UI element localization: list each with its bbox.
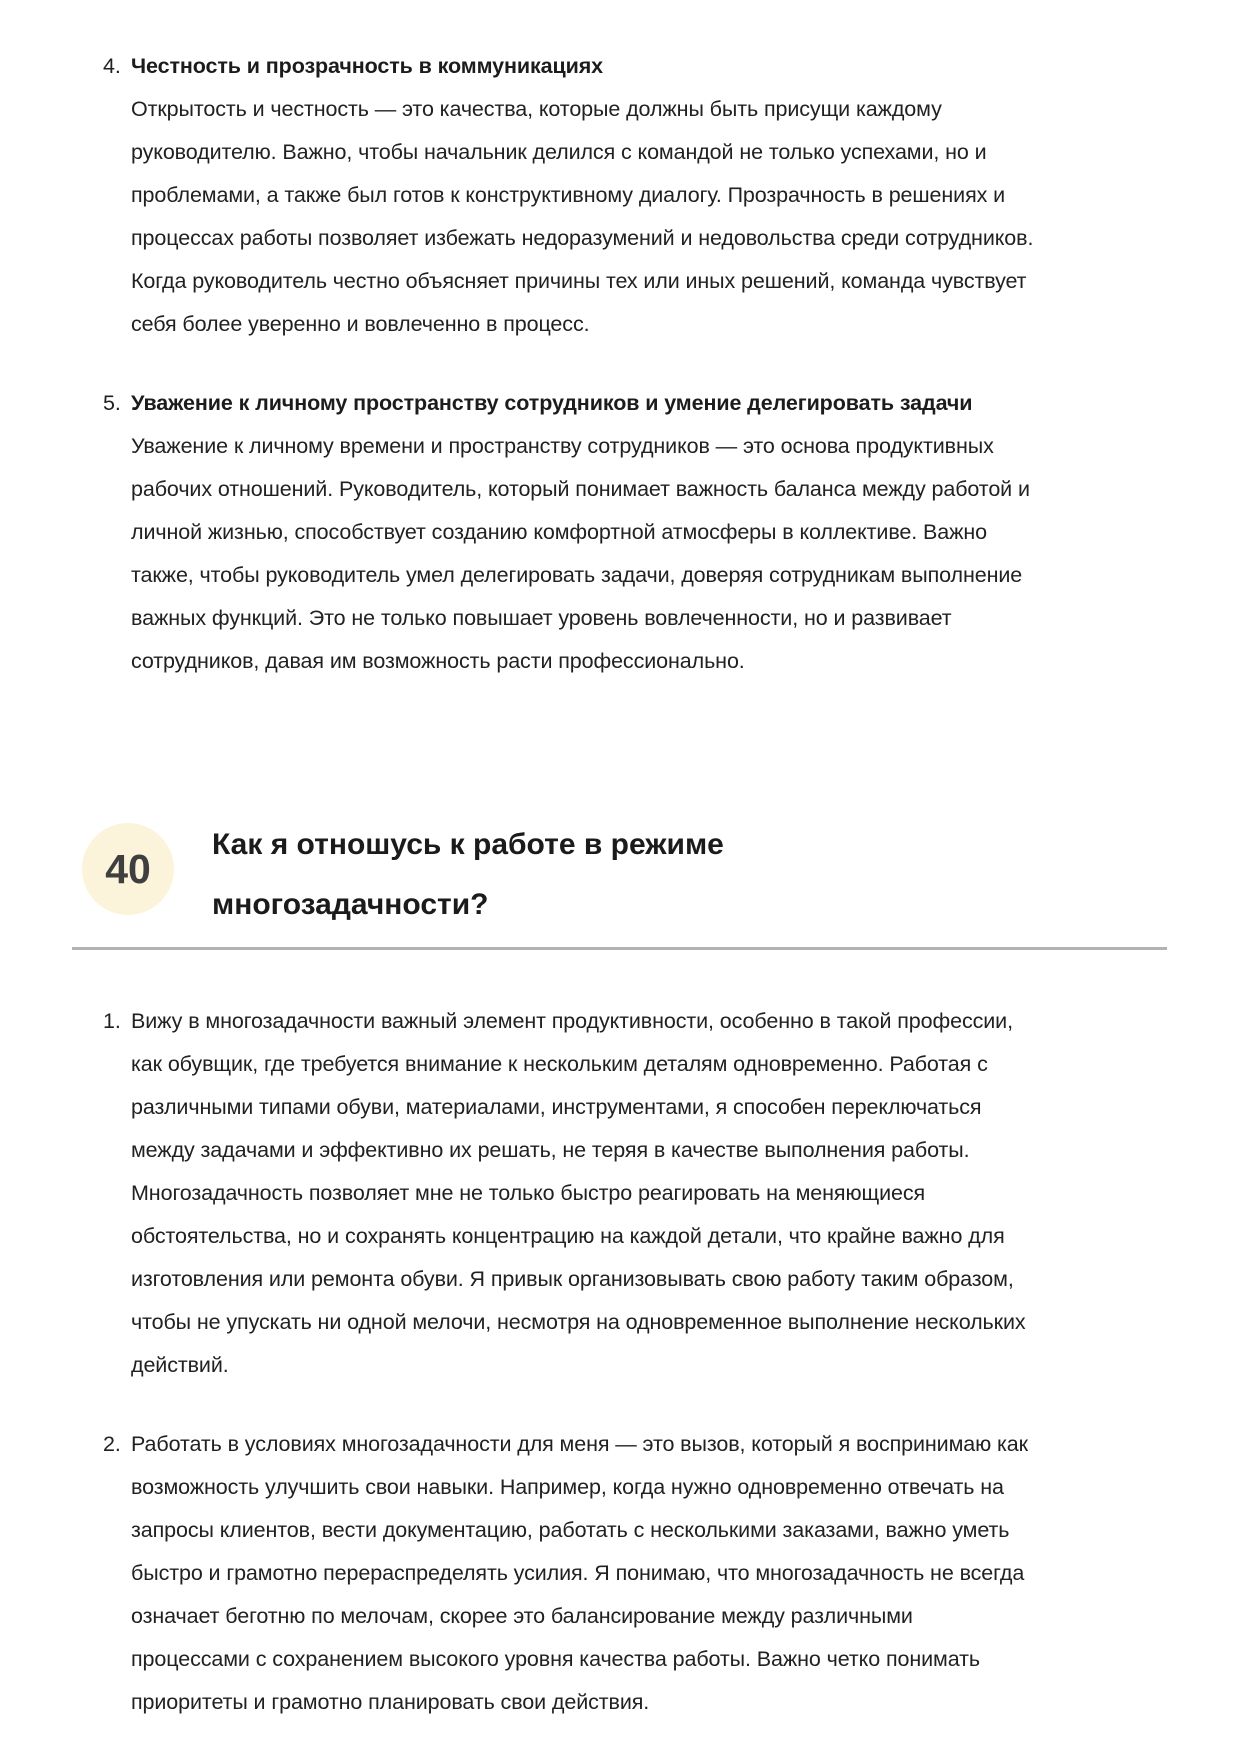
- numbered-list-bottom: [72, 1000, 1167, 1724]
- list-item-title: Уважение к личному пространству сотрудников и умение делегировать задачи: [131, 391, 973, 415]
- section-divider: [72, 947, 1167, 950]
- question-number-badge: 40: [82, 823, 174, 915]
- list-item-body: Вижу в многозадачности важный элемент продуктивности, особенно в такой профессии, как обувщик, где требуется внимание к нескольким деталям одновременно. Работая с различными типами обуви, материалами, инструментами, я способен переключаться между задачами и эффективно их решать, не теряя в качестве выполнения работы. Многозадачность позволяет мне не только быстро реагировать на меняющиеся обстоятельства, но и сохранять концентрацию на каждой детали, что крайне важно для изготовления или ремонта обуви. Я привык организовывать свою работу таким образом, чтобы не упускать ни одной мелочи, несмотря на одновременное выполнение нескольких действий.: [131, 1009, 1026, 1377]
- list-item-body: Работать в условиях многозадачности для меня — это вызов, который я воспринимаю как возможность улучшить свои навыки. Например, когда нужно одновременно отвечать на запросы клиентов, вести документацию, работать с несколькими заказами, важно уметь быстро и грамотно перераспределять усилия. Я понимаю, что многозадачность не всегда означает беготню по мелочам, скорее это балансирование между различными процессами с сохранением высокого уровня качества работы. Важно четко понимать приоритеты и грамотно планировать свои действия.: [131, 1432, 1028, 1714]
- list-item: [103, 45, 1037, 346]
- section-header: [82, 815, 1167, 935]
- list-item: [103, 1000, 1037, 1387]
- list-item-number: 2.: [103, 1432, 121, 1456]
- section-title: Как я отношусь к работе в режиме многозадачности?: [212, 828, 724, 921]
- list-item: [103, 382, 1037, 683]
- list-item-body: Уважение к личному времени и пространству сотрудников — это основа продуктивных рабочих отношений. Руководитель, который понимает важность баланса между работой и личной жизнью, способствует созданию комфортной атмосферы в коллективе. Важно также, чтобы руководитель умел делегировать задачи, доверяя сотрудникам выполнение важных функций. Это не только повышает уровень вовлеченности, но и развивает сотрудников, давая им возможность расти профессионально.: [131, 434, 1030, 673]
- list-item: [103, 1423, 1037, 1724]
- list-item-body: Открытость и честность — это качества, которые должны быть присущи каждому руководителю. Важно, чтобы начальник делился с командой не только успехами, но и проблемами, а также был готов к конструктивному диалогу. Прозрачность в решениях и процессах работы позволяет избежать недоразумений и недовольства среди сотрудников. Когда руководитель честно объясняет причины тех или иных решений, команда чувствует себя более уверенно и вовлеченно в процесс.: [131, 97, 1034, 336]
- list-item-number: 4.: [103, 54, 121, 78]
- list-item-title: Честность и прозрачность в коммуникациях: [131, 54, 604, 78]
- numbered-list-top: [72, 45, 1167, 683]
- list-item-number: 5.: [103, 391, 121, 415]
- list-item-number: 1.: [103, 1009, 121, 1033]
